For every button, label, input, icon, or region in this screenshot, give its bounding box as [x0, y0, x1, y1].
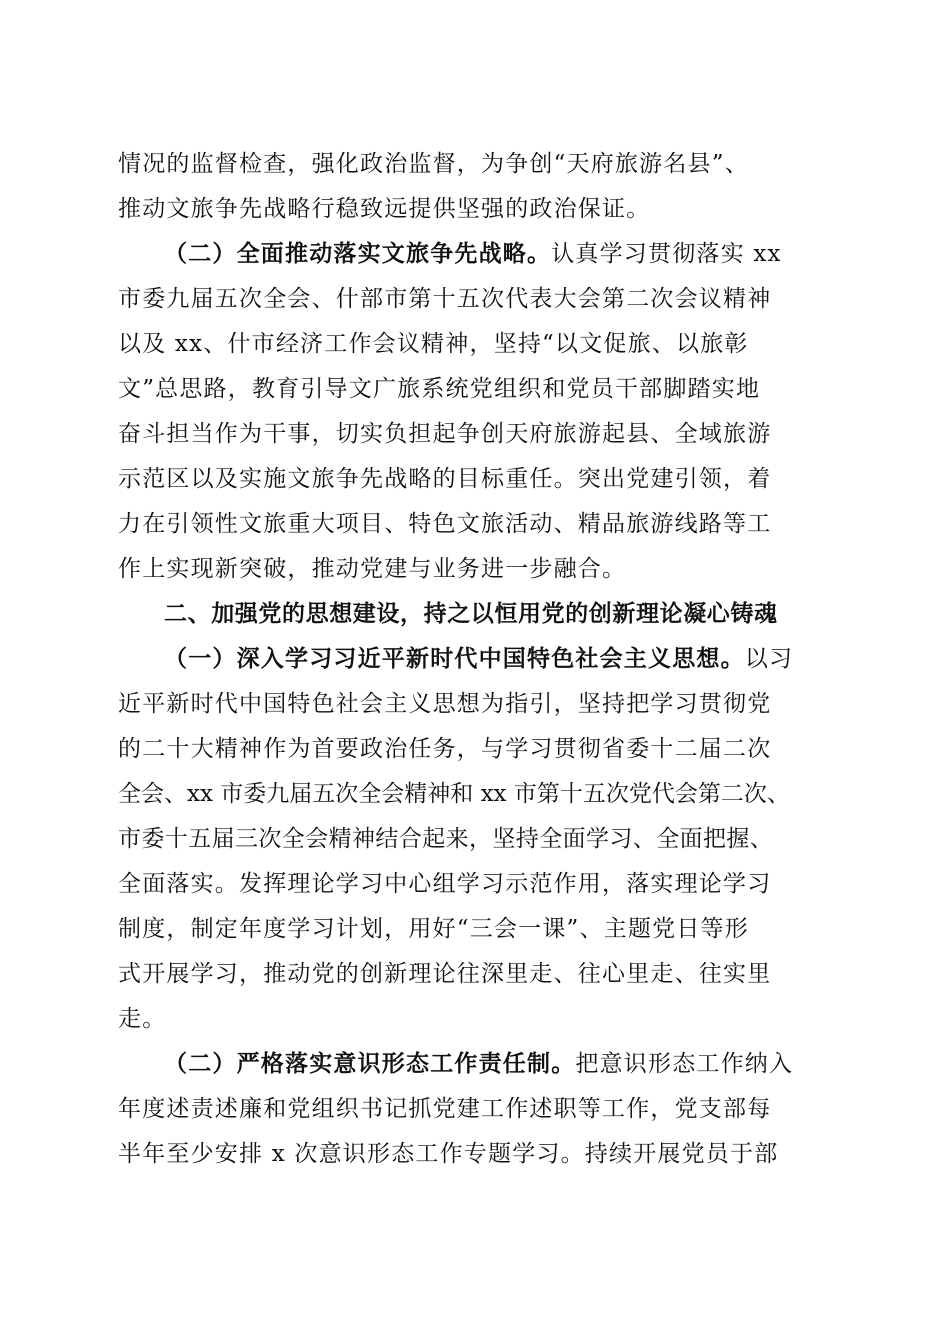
line-text: 奋斗担当作为干事，切实负担起争创天府旅游起县、全域旅游: [118, 421, 772, 447]
line-text: 推动文旅争先战略行稳致远提供坚强的政治保证。: [118, 196, 651, 222]
paragraph-line: [118, 868, 771, 900]
section-heading: [164, 598, 778, 630]
line-text: 作上实现新突破，推动党建与业务进一步融合。: [118, 556, 627, 582]
paragraph-line: [118, 148, 749, 180]
paragraph-line: [118, 463, 771, 495]
line-text: 的二十大精神作为首要政治任务，与学习贯彻省委十二届二次: [118, 736, 772, 762]
line-text: 以习: [744, 646, 794, 672]
paragraph-line: [118, 688, 771, 720]
section-lead-line: [164, 1048, 793, 1080]
section-subtitle: （二）全面推动落实文旅争先战略。: [164, 240, 552, 267]
section-lead-line: [164, 238, 782, 270]
line-text: 市委十五届三次全会精神结合起来，坚持全面学习、全面把握、: [118, 826, 774, 852]
section-subtitle: （一）深入学习习近平新时代中国特色社会主义思想。: [164, 645, 745, 672]
line-text: 以及 xx、什市经济工作会议精神，坚持“以文促旅、以旅彰: [118, 331, 749, 357]
paragraph-line: [118, 913, 749, 945]
paragraph-line: [118, 1093, 771, 1125]
line-text: 半年至少安排 x 次意识形态工作专题学习。持续开展党员于部: [118, 1141, 779, 1167]
paragraph-line: [118, 193, 650, 225]
heading-text: 二、加强党的思想建设，持之以恒用党的创新理论凝心铸魂: [164, 601, 778, 627]
line-text: 全会、xx 市委九届五次全会精神和 xx 市第十五次党代会第二次、: [118, 781, 790, 807]
line-text: 示范区以及实施文旅争先战略的目标重任。突出党建引领，着: [118, 466, 772, 492]
line-text: 力在引领性文旅重大项目、特色文旅活动、精品旅游线路等工: [118, 511, 772, 537]
paragraph-line: [118, 553, 626, 585]
line-text: 走。: [118, 1006, 167, 1032]
line-text: 把意识形态工作纳入: [575, 1051, 794, 1077]
line-text: 全面落实。发挥理论学习中心组学习示范作用，落实理论学习: [118, 871, 772, 897]
line-text: 情况的监督检查，强化政治监督，为争创“天府旅游名县”、: [118, 151, 749, 177]
paragraph-line: [118, 328, 749, 360]
paragraph-line: [118, 733, 771, 765]
section-subtitle: （二）严格落实意识形态工作责任制。: [164, 1050, 576, 1077]
paragraph-line: [118, 283, 771, 315]
paragraph-line: [118, 373, 760, 405]
paragraph-line: [118, 1003, 166, 1035]
line-text: 近平新时代中国特色社会主义思想为指引，坚持把学习贯彻党: [118, 691, 772, 717]
line-text: 制度，制定年度学习计划，用好“三会一课”、主题党日等形: [118, 916, 749, 942]
paragraph-line: [118, 778, 790, 810]
paragraph-line: [118, 1138, 778, 1170]
line-text: 年度述责述廉和党组织书记抓党建工作述职等工作，党支部每: [118, 1096, 772, 1122]
line-text: 市委九届五次全会、什部市第十五次代表大会第二次会议精神: [118, 286, 772, 312]
paragraph-line: [118, 418, 771, 450]
paragraph-line: [118, 958, 771, 990]
section-lead-line: [164, 643, 793, 675]
paragraph-line: [118, 508, 771, 540]
paragraph-line: [118, 823, 773, 855]
line-text: 文”总思路，教育引导文广旅系统党组织和党员干部脚踏实地: [118, 376, 761, 402]
line-text: 式开展学习，推动党的创新理论往深里走、往心里走、往实里: [118, 961, 772, 987]
line-text: 认真学习贯彻落实 xx: [551, 241, 782, 267]
